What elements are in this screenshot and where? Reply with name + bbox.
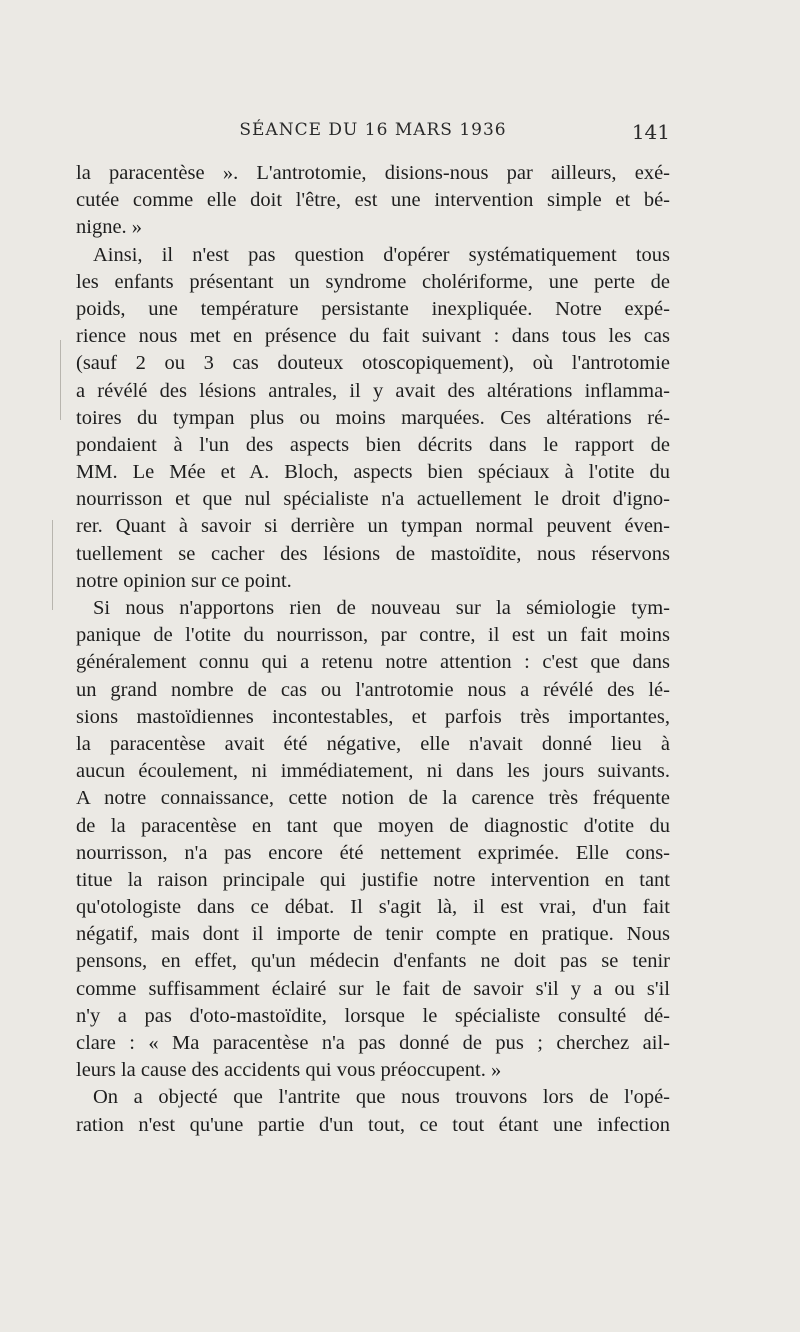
text-line: A notre connaissance, cette notion de la carence très fréquente [76, 787, 670, 810]
text-line: toires du tympan plus ou moins marquées. Ces altérations ré- [76, 406, 670, 429]
text-line: nourrisson et que nul spécialiste n'a actuellement le droit d'igno- [76, 488, 670, 511]
running-head-day: 16 [364, 120, 389, 140]
text-line: On a objecté que l'antrite que nous trouvons lors de l'opé- [93, 1086, 670, 1109]
text-line: Ainsi, il n'est pas question d'opérer systématiquement tous [93, 243, 670, 266]
paragraph [76, 595, 670, 1084]
text-line: Si nous n'apportons rien de nouveau sur la sémiologie tym- [93, 597, 670, 619]
text-line: de la paracentèse en tant que moyen de diagnostic d'otite du [76, 814, 670, 837]
running-head [76, 120, 670, 140]
text-line: pensons, en effet, qu'un médecin d'enfants ne doit pas se tenir [76, 950, 670, 973]
text-line: la paracentèse ». L'antrotomie, disions-nous par ailleurs, exé- [76, 162, 670, 184]
text-line: nourrisson, n'a pas encore été nettement exprimée. Elle cons- [76, 841, 670, 864]
text-line: titue la raison principale qui justifie notre intervention en tant [76, 868, 670, 891]
text-line: rer. Quant à savoir si derrière un tympan normal peuvent éven- [76, 515, 670, 538]
page-number: 141 [631, 120, 670, 144]
running-head-prefix: SÉANCE DU [239, 120, 359, 140]
text-line: comme suffisamment éclairé sur le fait de savoir s'il y a ou s'il [76, 977, 670, 1000]
text-line: qu'otologiste dans ce débat. Il s'agit là, il est vrai, d'un fait [76, 896, 670, 919]
running-head-month: MARS [394, 120, 453, 140]
text-line: un grand nombre de cas ou l'antrotomie nous a révélé des lé- [76, 678, 670, 701]
text-line: a révélé des lésions antrales, il y avait des altérations inflamma- [76, 379, 670, 402]
text-line: leurs la cause des accidents qui vous préoccupent. » [76, 1059, 502, 1082]
text-line: aucun écoulement, ni immédiatement, ni dans les jours suivants. [76, 760, 670, 783]
text-line: tuellement se cacher des lésions de mastoïdite, nous réservons [76, 542, 670, 565]
text-line: clare : « Ma paracentèse n'a pas donné de pus ; cherchez ail- [76, 1032, 670, 1054]
running-head-year: 1936 [459, 120, 507, 140]
paragraph [76, 242, 670, 595]
body-text [76, 160, 670, 1139]
page-header [76, 120, 670, 150]
paragraph [76, 1084, 670, 1138]
text-line: négatif, mais dont il importe de tenir compte en pratique. Nous [76, 923, 670, 946]
text-line: nigne. » [76, 216, 143, 239]
text-line: rience nous met en présence du fait suivant : dans tous les cas [76, 325, 670, 348]
paragraph [76, 160, 670, 242]
text-line: panique de l'otite du nourrisson, par contre, il est un fait moins [76, 624, 670, 647]
text-line: poids, une température persistante inexpliquée. Notre expé- [76, 297, 670, 320]
text-line: pondaient à l'un des aspects bien décrits dans le rapport de [76, 433, 670, 456]
text-line: n'y a pas d'oto-mastoïdite, lorsque le spécialiste consulté dé- [76, 1004, 670, 1027]
text-line: ration n'est qu'une partie d'un tout, ce tout étant une infection [76, 1113, 670, 1136]
text-line: sions mastoïdiennes incontestables, et parfois très importantes, [76, 705, 670, 728]
margin-pencil-mark [52, 520, 53, 610]
text-line: les enfants présentant un syndrome cholériforme, une perte de [76, 270, 670, 293]
margin-pencil-mark [60, 340, 61, 420]
text-line: MM. Le Mée et A. Bloch, aspects bien spéciaux à l'otite du [76, 461, 670, 484]
text-line: cutée comme elle doit l'être, est une intervention simple et bé- [76, 189, 670, 212]
text-line: notre opinion sur ce point. [76, 569, 292, 592]
text-line: généralement connu qui a retenu notre attention : c'est que dans [76, 651, 670, 674]
text-line: la paracentèse avait été négative, elle n'avait donné lieu à [76, 732, 670, 755]
text-line: (sauf 2 ou 3 cas douteux otoscopiquement), où l'antrotomie [76, 352, 670, 375]
